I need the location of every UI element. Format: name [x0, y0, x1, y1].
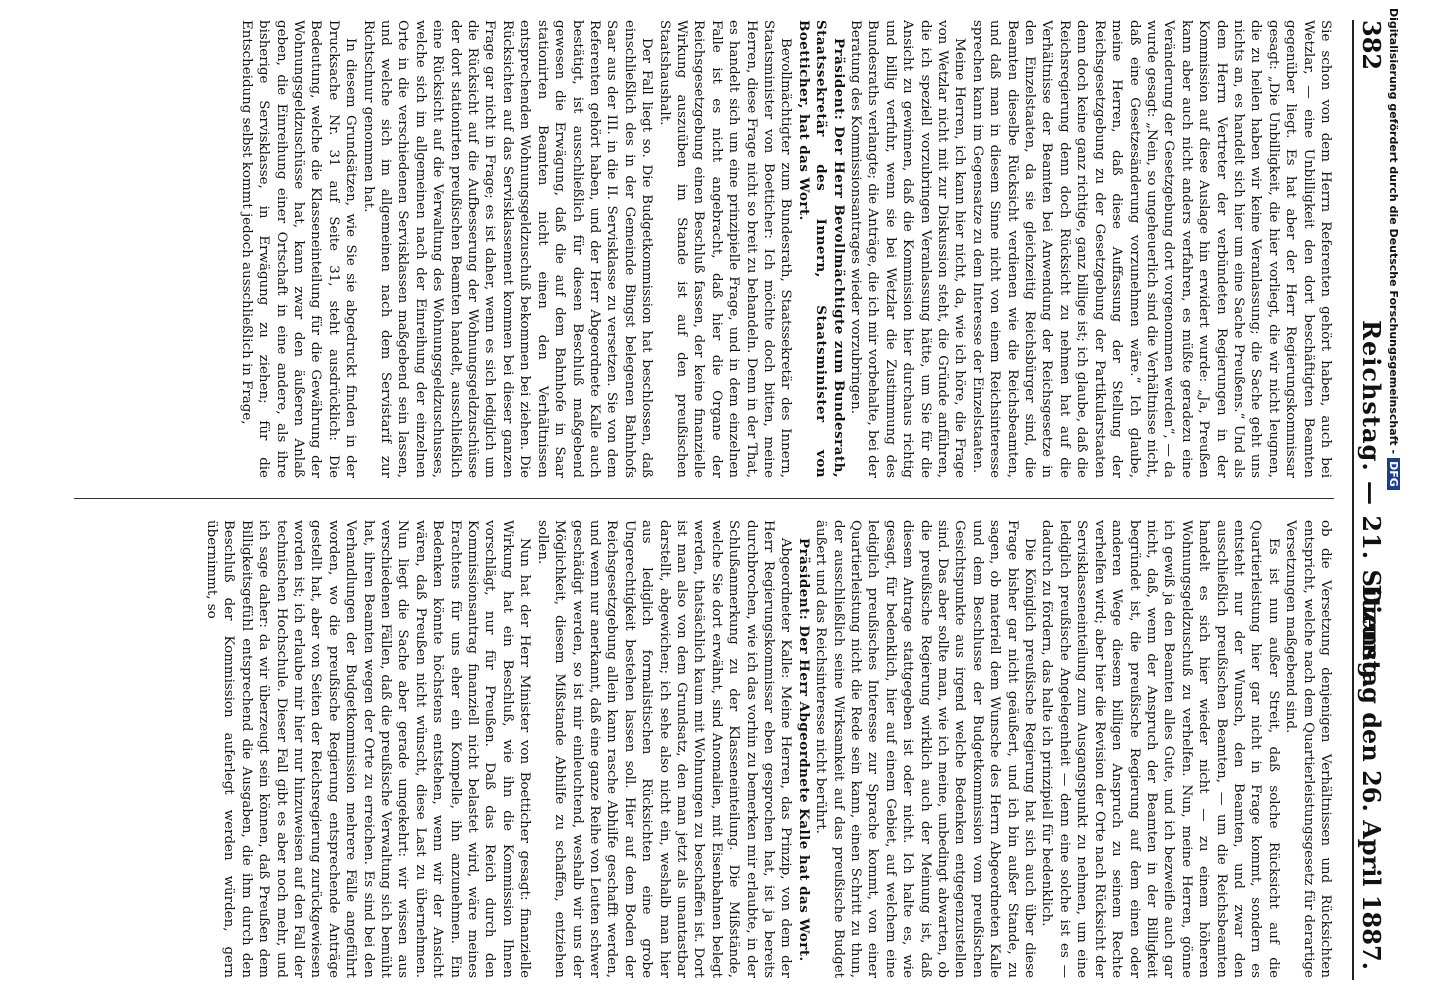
left-column [74, 20, 1334, 478]
right-paragraph-5: Nun hat der Herr Minister von Boetticher gesagt: finanzielle Wirkung hat ein Beschluß, wie ihn die Kommission Ihnen vorschlägt, nur für Preußen. Daß das Reich durch den Kommissionsantrag finanziell nicht belastet wird, wäre meines Erachtens für uns eher ein Kompelle, ihn anzunehmen. Ein Bedenken könnte höchstens entstehen, wenn wir der Ansicht wären, daß Preußen nicht wünscht, diese Last zu übernehmen. Nun liegt die Sache aber gerade umgekehrt: wir wissen aus verschiedenen Fällen, daß die preußische Verwaltung sich bemüht hat, ihren Beamten wegen der Orte zu erreichen. Es sind bei den Verhandlungen der Budgetkommission mehrere Fälle angeführt worden, wo die preußische Regierung entsprechende Anträge gestellt hat, aber von Seiten der Reichsregierung zurückgewiesen worden ist; ich erlaube mir hier nur hinzuweisen auf den Fall der technischen Hochschule. Dieser Fall gibt es aber noch mehr, und ich sage daher: da wir überzeugt sein können, daß Preußen dem Billigkeitsgefühl entsprechend die Ausgaben, die ihm durch den Beschluß der Kommission auferlegt werden würden, gern übernimmt, so [204, 520, 533, 978]
left-paragraph-5: In diesem Grundsätzen, wie Sie sie abgedruckt finden in der Drucksache Nr. 31 auf Seite 31, steht ausdrücklich: Die Bedeutung, welche die Klasseneinteilung für die Gewährung der Wohnungsgeldzuschüsse hat, kann zwar den äußeren Anlaß geben, die Einreihung einer Ortschaft in eine andere, als ihre bisherige Servisklasse, in Erwägung zu ziehen; für die Entscheidung selbst kommt jedoch ausschließlich in Frage, [238, 20, 359, 478]
digitization-note [1387, 8, 1400, 490]
right-column [74, 520, 1334, 978]
left-paragraph-2: Meine Herren, ich kann hier nicht, da, wie ich höre, die Frage von Wetzlar nicht mit zur Diskussion steht, die Gründe anführen, die ich speziell vorzubringen Veranlassung hätte, um Sie für die Ansicht zu gewinnen, daß die Kommission hier durchaus richtig und billig verfuhr, wenn sie bei Wetzlar die Zustimmung des Bundesraths verlangte; die Anträge, die ich mir vorbehalte, bei der Beratung des Kommissionsantrages wieder vorzubringen. [848, 20, 968, 478]
left-paragraph-1: Sie schon von dem Herrn Referenten gehört haben, auch bei Wetzlar, — eine Unbilligkeit den dort beschäftigten Beamten gegenüber liegt. Es hat aber der Herr Regierungskommissar gesagt: „Die Unbilligkeit, die hier vorliegt, die wir nicht leugnen, die zu heilen haben wir keine Veranlassung; die Sache geht uns nichts an, es handelt sich hier um eine Sache Preußens.“ Und als dem Herrn Vertreter der verbündeten Regierungen in der Kommission auf diese Auslage hin erwidert wurde: „Ja, Preußen kann aber auch nicht anders verfahren, es müßte geradezu eine Veränderung der Gesetzgebung dort vorgenommen werden“, — da wurde gesagt: „Nein, so ungeheuerlich sind die Verhältnisse nicht, daß eine Gesetzesänderung vorzunehmen wäre.“ Ich glaube, meine Herren, daß diese Auffassung der Stellung der Reichsgesetzgebung zu der Gesetzgebung der Partikularstaaten denn doch keine ganz richtige, ganz billige ist; ich glaube, daß die Reichsregierung denn doch Rücksicht zu nehmen hat auf die Verhältnisse der Beamten bei Anwendung der Reichsgesetze in den Einzelstaaten, da sie gleichzeitig Reichsbürger sind, die Beamten dieselbe Rücksicht verdienen wie die Reichsbeamten, und daß man in diesem Sinne nicht von einem Reichsinteresse sprechen kann im Gegensatze zu dem Interesse der Einzelstaaten. [969, 20, 1333, 478]
column-divider [74, 498, 1334, 499]
left-paragraph-4: Der Fall liegt so. Die Budgetkommission hat beschlossen, daß einschließlich des in der Gemeinde Bingst belegenen Bahnhofs Saar aus der III. in die II. Servisklasse zu versetzen. Sie von dem Referenten gehört haben, und der Herr Abgeordnete Kalle auch bestätigt, ist ausschließlich für diesen Beschluß maßgebend gewesen die Erwägung, daß die auf dem Bahnhofe in Saar stationirten Beamten nicht einen den Verhältnissen entsprechenden Wohnungsgeldzuschuß bekommen bei ziehen. Die Rücksichten auf das Servisklassement kommen bei dieser ganzen Frage gar nicht in Frage; es ist daher, wenn es sich lediglich um die Rücksicht auf die Aufbesserung der Wohnungsgeldzuschüsse der dort stationirten preußischen Beamten handelt, ausschließlich eine Rücksicht auf die Verwaltung des Wohnungsgeldzuschusses, welche sich im allgemeinen nach der Einreihung der einzelnen Orte in die verschiedenen Servisklassen maßgebend sein lassen, und welche sich im allgemeinen nach dem Servistarif zur Richtschnur genommen hat. [360, 20, 655, 478]
page-number: 382 [1357, 20, 1386, 71]
date-line: Dienstag den 26. April 1887. [1357, 584, 1386, 970]
session-title: Reichstag. — 21. Sitzung. [1357, 320, 1386, 689]
speaker-line-president-2: Präsident: Der Herr Abgeordnete Kalle hat das Wort. [795, 538, 812, 962]
left-paragraph-3: Bevollmächtigter zum Bundesrath, Staatssekretär des Innern, Staatsminister von Boetticher: Ich möchte doch bitten, meine Herren, diese Frage nicht so breit zu behandeln. Denn in der That, es handelt sich um eine prinzipielle Frage, und in dem einzelnen Falle ist es nicht angebracht, daß hier die Organe der Reichsgesetzgebung einen Beschluß fassen, der keine finanzielle Wirkung auszuüben im Stande ist auf den preußischen Staatshaushalt. [656, 20, 794, 478]
page-header [1352, 20, 1392, 980]
right-paragraph-1: ob die Versetzung denjenigen Verhältnissen und Rücksichten entspricht, welche nach dem Quartierleistungsgesetz für derartige Versetzungen maßgebend sind. [1283, 520, 1333, 978]
right-paragraph-3: Die Königlich preußische Regierung hat sich auch über diese Frage bisher gar nicht geäußert, und ich bin außer Stande, zu sagen, ob materiell dem Wunsche des Herrn Abgeordneten Kalle und dem Beschlusse der Budgetkommission vom preußischen Gesichtspunkte aus irgend welche Bedenken entgegenzustellen sind. Das aber sollte man, wie ich meine, unbedingt abwarten, ob die preußische Regierung wirklich auch der Meinung ist, daß diesem Antrage stattgegeben ist oder nicht. Ich halte es, wie gesagt, für bedenklich, hier auf einem Gebiet, auf welchem eine lediglich preußisches Interesse zur Sprache kommt, von einer Quartierleistung nicht die Rede sein kann, einen Schritt zu thun, der ausschließlich seine Wirksamkeit auf das preußische Budget äußert und das Reichsinteresse nicht berührt. [813, 520, 1038, 978]
right-paragraph-2: Es ist nun außer Streit, daß solche Rücksicht auf die Quartierleistung hier gar nicht in Frage kommt, sondern es entsteht nur der Wunsch, den Beamten, und zwar den ausschließlich preußischen Beamten, — um die Reichsbeamten handelt es sich hier wieder nicht — zu einem höheren Wohnungsgeldzuschuß zu verhelfen. Nun, meine Herren, gönne ich gewiß ja den Beamten alles Gute, und ich bezweifle auch gar nicht, daß, wenn der Anspruch der Beamten in der Billigkeit begründet ist, die preußische Regierung auf dem einen oder anderen Wege diesem billigen Anspruch zu seinem Rechte verhelfen wird; aber hier die Revision der Orte nach Rücksicht der Servisklasseneinteilung zum Ausgangspunkt zu nehmen, um eine lediglich preußische Angelegenheit — denn eine solche ist es — dadurch zu fördern, das halte ich prinzipiell für bedenklich. [1039, 520, 1281, 978]
speaker-line-president-1: Präsident: Der Herr Bevollmächtigte zum Bundesrath, Staatssekretär des Innern, Staatsminister von Boetticher, hat das Wort. [795, 20, 847, 478]
digitization-text: Digitalisierung gefördert durch die Deutsche Forschungsgemeinschaft - [1387, 8, 1400, 455]
right-paragraph-4: Abgeordneter Kalle: Meine Herren, das Prinzip, von dem der Herr Regierungskommissar eben gesprochen hat, ist ja bereits durchbrochen, wie ich das vorhin zu bemerken mir erlaubte, in der Schlußanmerkung zu der Klasseneinteilung. Die Mißstände, welche Sie dort erwähnt, sind Anomalien, mit Eisenbahnen belegt werden, thatsächlich kaum mit Wohnungen zu beschaffen ist. Dort ist man also von dem Grundsatz, den man jetzt als unantastbar darstellt, abgewichen; ich sehe also nicht ein, weshalb man hier aus lediglich formalistischen Rücksichten eine grobe Ungerechtigkeit bestehen lassen soll. Hier auf dem Boden der Reichsgesetzgebung allein kann rasche Abhilfe geschafft werden, und wenn nur anerkannt, daß eine ganze Reihe von Leuten schwer geschädigt werden, so ist mir einleuchtend, weshalb wir uns der Möglichkeit, diesem Mißstande Abhilfe zu schaffen, entziehen sollen. [534, 520, 794, 978]
dfg-logo: DFG [1387, 458, 1400, 490]
